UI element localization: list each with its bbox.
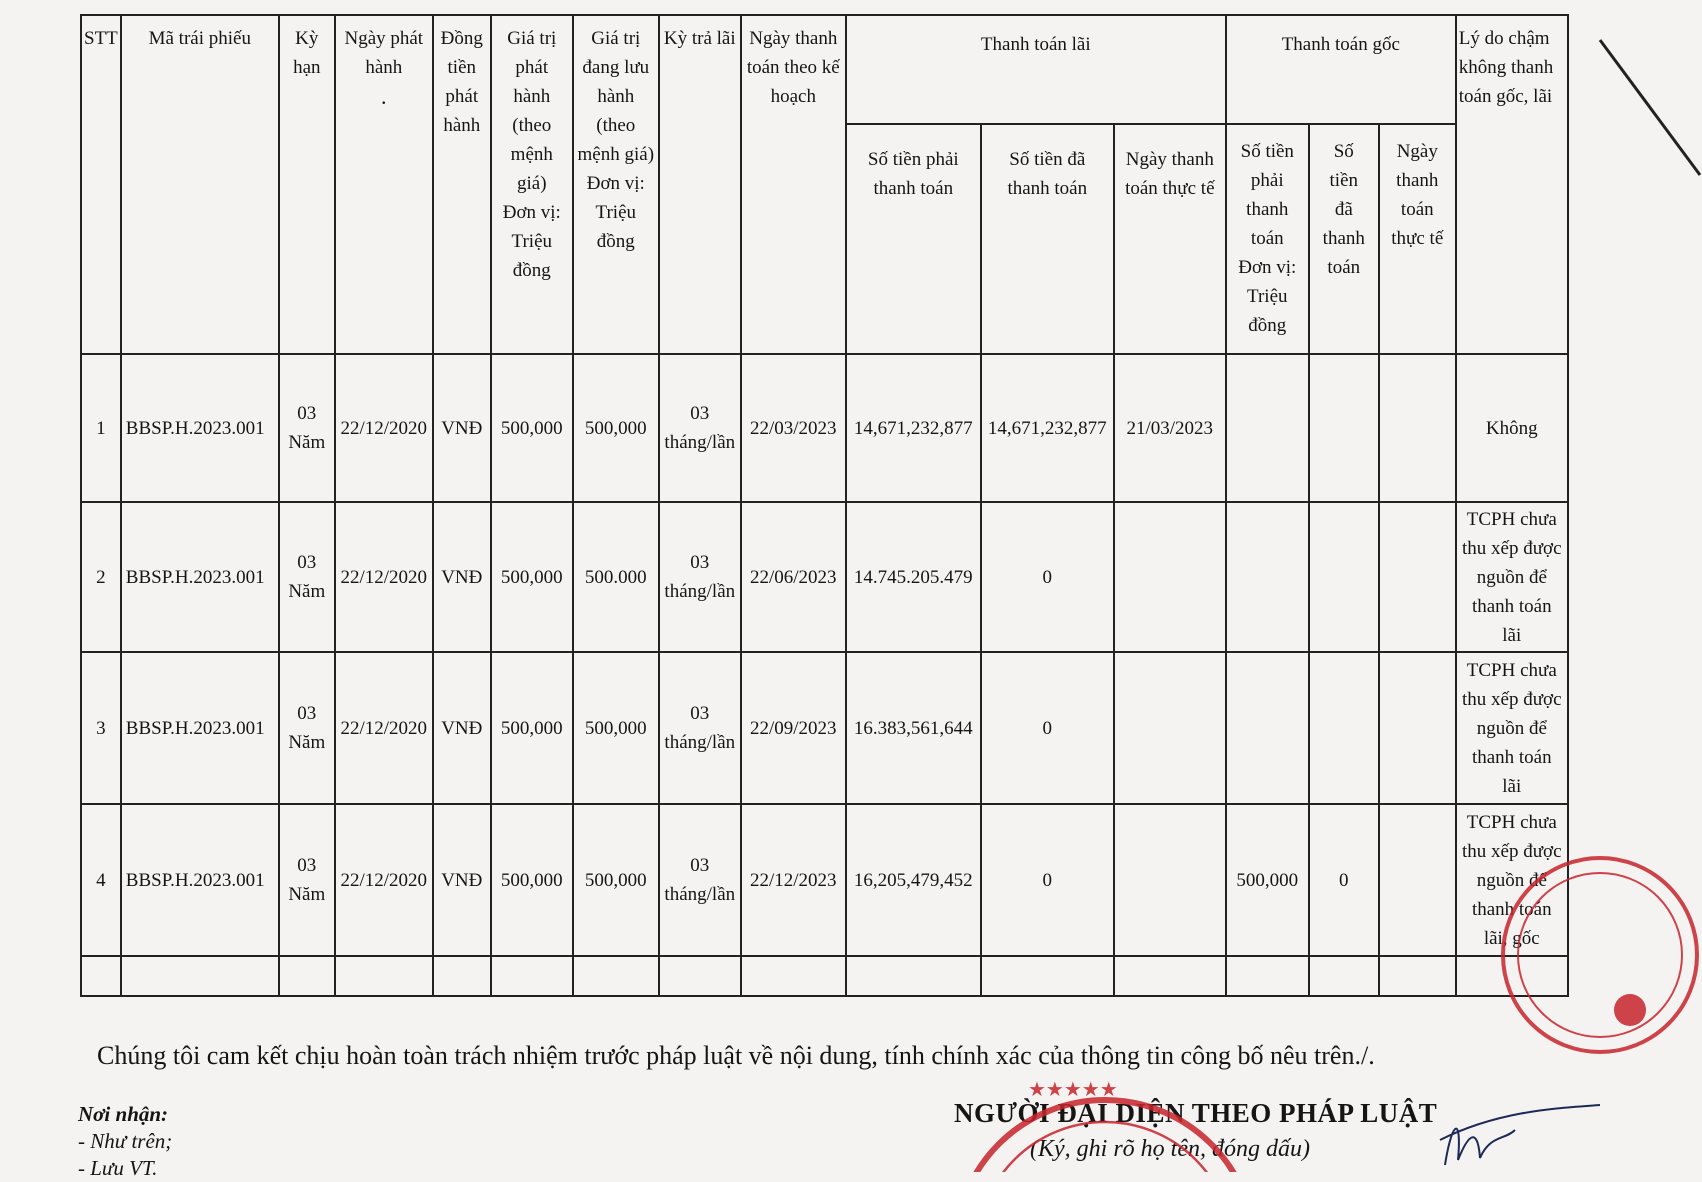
empty-cell (659, 956, 741, 996)
header-interest-payment: Thanh toán lãi (846, 15, 1226, 124)
row-currency: VNĐ (433, 354, 491, 502)
row-interest-due: 14.745.205.479 (846, 502, 981, 652)
recipient-item: - Lưu VT. (78, 1156, 158, 1180)
row-interest-due: 16.383,561,644 (846, 652, 981, 804)
row-principal-paid (1309, 502, 1379, 652)
header-interest-actual-date: Ngày thanh toán thực tế (1114, 124, 1226, 354)
row-interest-actual-date: 21/03/2023 (1114, 354, 1226, 502)
row-bond-code: BBSP.H.2023.001 (121, 652, 279, 804)
header-outstanding-value: Giá trị đang lưu hành (theo mệnh giá) Đơn vị: Triệu đồng (573, 15, 659, 354)
row-principal-actual-date (1379, 354, 1456, 502)
empty-cell (121, 956, 279, 996)
row-term: 03 Năm (279, 354, 335, 502)
row-interest-paid: 0 (981, 804, 1114, 956)
header-dot: . (381, 84, 387, 109)
commitment-statement: Chúng tôi cam kết chịu hoàn toàn trách nhiệm trước pháp luật về nội dung, tính chính xác của thông tin công bố nêu trên./. (97, 1041, 1375, 1070)
row-principal-due (1226, 502, 1309, 652)
header-stt: STT (81, 15, 121, 354)
row-interest-due: 16,205,479,452 (846, 804, 981, 956)
row-stt: 3 (81, 652, 121, 804)
row-delay-reason: TCPH chưa thu xếp được nguồn để thanh toán lãi (1456, 652, 1568, 804)
row-stt: 1 (81, 354, 121, 502)
empty-cell (81, 956, 121, 996)
header-principal-paid: Số tiền đã thanh toán (1309, 124, 1379, 354)
row-issue-date: 22/12/2020 (335, 502, 433, 652)
empty-cell (573, 956, 659, 996)
row-interest-actual-date (1114, 502, 1226, 652)
row-issue-date: 22/12/2020 (335, 804, 433, 956)
row-principal-paid (1309, 354, 1379, 502)
row-interest-paid: 0 (981, 652, 1114, 804)
empty-cell (1456, 956, 1568, 996)
row-interest-period: 03 tháng/lần (659, 652, 741, 804)
empty-cell (279, 956, 335, 996)
signature-scribble (1440, 1105, 1600, 1165)
row-currency: VNĐ (433, 652, 491, 804)
representative-title: NGƯỜI ĐẠI DIỆN THEO PHÁP LUẬT (954, 1098, 1438, 1128)
header-planned-date: Ngày thanh toán theo kế hoạch (741, 15, 846, 354)
row-planned-date: 22/09/2023 (741, 652, 846, 804)
row-interest-period: 03 tháng/lần (659, 502, 741, 652)
row-currency: VNĐ (433, 502, 491, 652)
empty-cell (1309, 956, 1379, 996)
row-outstanding: 500.000 (573, 502, 659, 652)
row-term: 03 Năm (279, 652, 335, 804)
row-outstanding: 500,000 (573, 652, 659, 804)
row-bond-code: BBSP.H.2023.001 (121, 502, 279, 652)
header-issue-date: Ngày phát hành . (335, 15, 433, 354)
header-principal-payment: Thanh toán gốc (1226, 15, 1456, 124)
row-issue-value: 500,000 (491, 354, 573, 502)
empty-cell (846, 956, 981, 996)
header-interest-period: Kỳ trả lãi (659, 15, 741, 354)
row-issue-date: 22/12/2020 (335, 652, 433, 804)
row-stt: 4 (81, 804, 121, 956)
row-currency: VNĐ (433, 804, 491, 956)
recipient-item: - Như trên; (78, 1129, 173, 1153)
row-principal-due (1226, 652, 1309, 804)
header-currency: Đồng tiền phát hành (433, 15, 491, 354)
empty-cell (741, 956, 846, 996)
row-planned-date: 22/06/2023 (741, 502, 846, 652)
empty-cell (1226, 956, 1309, 996)
row-interest-period: 03 tháng/lần (659, 354, 741, 502)
row-issue-value: 500,000 (491, 804, 573, 956)
table-row-empty (81, 956, 1568, 996)
header-interest-paid: Số tiền đã thanh toán (981, 124, 1114, 354)
bond-payment-table (80, 14, 1569, 997)
row-term: 03 Năm (279, 502, 335, 652)
row-principal-paid: 0 (1309, 804, 1379, 956)
empty-cell (1379, 956, 1456, 996)
svg-text:★★★★★: ★★★★★ (1028, 1077, 1118, 1101)
row-interest-paid: 0 (981, 502, 1114, 652)
row-outstanding: 500,000 (573, 804, 659, 956)
table-row (81, 804, 1568, 956)
row-principal-actual-date (1379, 652, 1456, 804)
row-delay-reason: TCPH chưa thu xếp được nguồn để thanh toán lãi (1456, 502, 1568, 652)
row-principal-due: 500,000 (1226, 804, 1309, 956)
row-interest-paid: 14,671,232,877 (981, 354, 1114, 502)
header-issue-value: Giá trị phát hành (theo mệnh giá) Đơn vị: Triệu đồng (491, 15, 573, 354)
row-issue-value: 500,000 (491, 652, 573, 804)
representative-subtitle: (Ký, ghi rõ họ tên, đóng dấu) (1030, 1136, 1310, 1162)
row-outstanding: 500,000 (573, 354, 659, 502)
table-row (81, 502, 1568, 652)
row-bond-code: BBSP.H.2023.001 (121, 354, 279, 502)
header-bond-code: Mã trái phiếu (121, 15, 279, 354)
corner-stroke (1600, 40, 1700, 175)
empty-cell (981, 956, 1114, 996)
row-delay-reason: TCPH chưa thu xếp được nguồn để thanh toán lãi, gốc (1456, 804, 1568, 956)
empty-cell (335, 956, 433, 996)
empty-cell (1114, 956, 1226, 996)
table-row (81, 354, 1568, 502)
row-principal-actual-date (1379, 804, 1456, 956)
row-stt: 2 (81, 502, 121, 652)
row-planned-date: 22/03/2023 (741, 354, 846, 502)
row-interest-period: 03 tháng/lần (659, 804, 741, 956)
empty-cell (433, 956, 491, 996)
header-principal-actual-date: Ngày thanh toán thực tế (1379, 124, 1456, 354)
header-interest-due: Số tiền phải thanh toán (846, 124, 981, 354)
header-delay-reason: Lý do chậm không thanh toán gốc, lãi (1456, 15, 1568, 354)
table-row (81, 652, 1568, 804)
row-principal-actual-date (1379, 502, 1456, 652)
row-interest-due: 14,671,232,877 (846, 354, 981, 502)
empty-cell (491, 956, 573, 996)
recipients-title: Nơi nhận: (78, 1102, 169, 1126)
row-bond-code: BBSP.H.2023.001 (121, 804, 279, 956)
row-interest-actual-date (1114, 804, 1226, 956)
row-interest-actual-date (1114, 652, 1226, 804)
row-planned-date: 22/12/2023 (741, 804, 846, 956)
row-issue-value: 500,000 (491, 502, 573, 652)
row-term: 03 Năm (279, 804, 335, 956)
header-principal-due: Số tiền phải thanh toán Đơn vị: Triệu đồng (1226, 124, 1309, 354)
header-term: Kỳ hạn (279, 15, 335, 354)
row-principal-due (1226, 354, 1309, 502)
row-issue-date: 22/12/2020 (335, 354, 433, 502)
row-delay-reason: Không (1456, 354, 1568, 502)
recipients-block (78, 1101, 172, 1182)
row-principal-paid (1309, 652, 1379, 804)
